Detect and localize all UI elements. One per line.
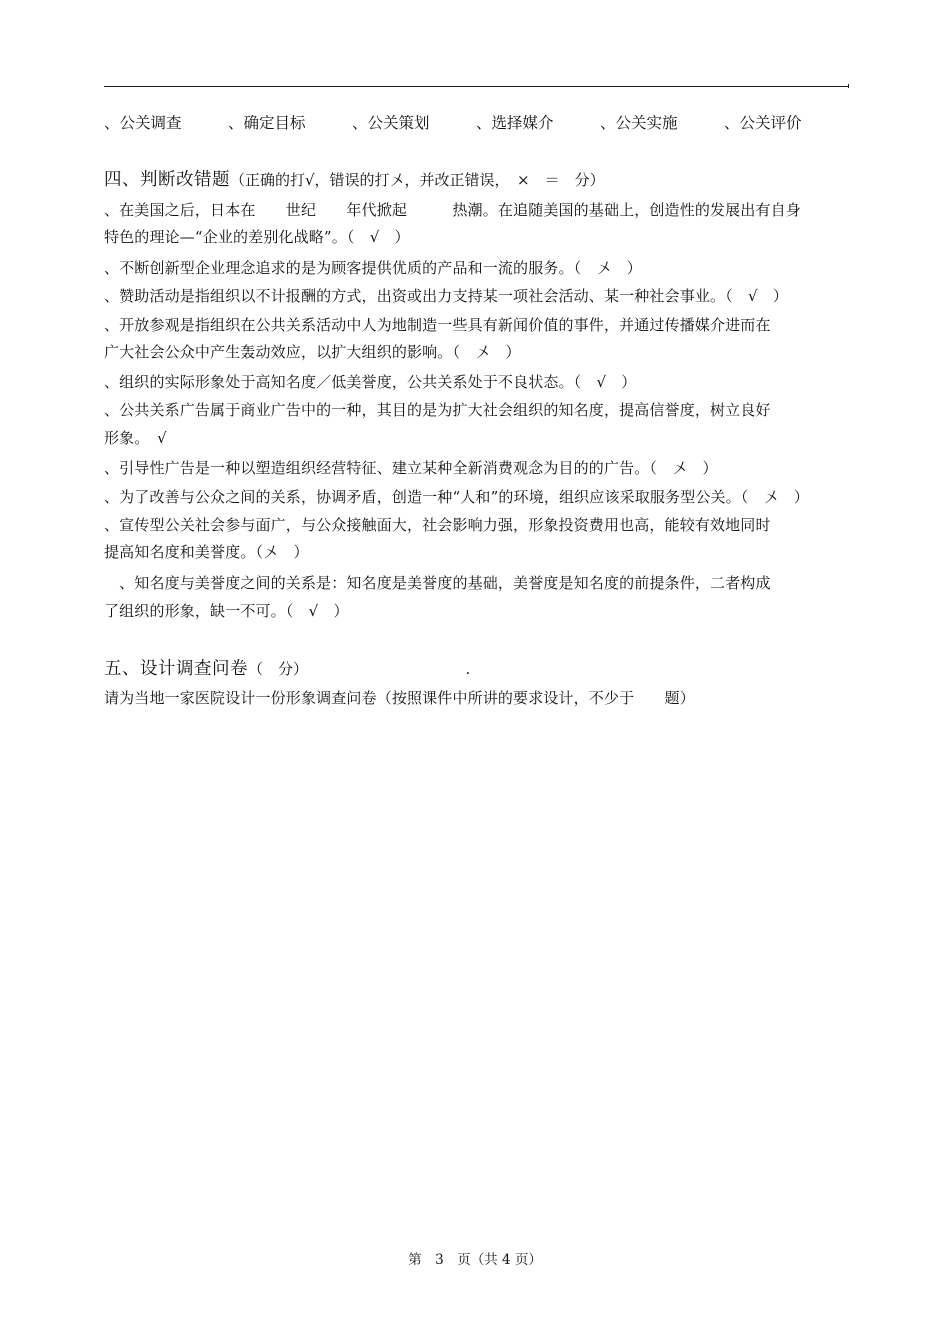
section4-heading: [104, 166, 605, 191]
question-line: 形象。 √: [104, 429, 167, 447]
pr-process-steps: 、公关调查 、确定目标 、公关策划 、选择媒介 、公关实施 、公关评价: [104, 114, 802, 132]
header-rule: [104, 86, 849, 87]
header-rule-end-mark: [848, 84, 849, 88]
section5-heading: [104, 655, 470, 680]
question-line: 、知名度与美誉度之间的关系是：知名度是美誉度的基础，美誉度是知名度的前提条件，二者构成: [104, 574, 771, 592]
question-line: 、不断创新型企业理念追求的是为顾客提供优质的产品和一流的服务。（ 〤 ）: [104, 259, 642, 277]
question-line: 广大社会公众中产生轰动效应，以扩大组织的影响。（ 〤 ）: [104, 343, 521, 361]
question-line: 、为了改善与公众之间的关系，协调矛盾，创造一种“人和”的环境，组织应该采取服务型公关。（ 〤 ）: [104, 488, 810, 506]
question-line: 、组织的实际形象处于高知名度／低美誉度，公共关系处于不良状态。（ √ ）: [104, 373, 637, 391]
page-footer: 第 3 页（共 4 页）: [408, 1252, 542, 1268]
question-line: 、宣传型公关社会参与面广，与公众接触面大，社会影响力强，形象投资费用也高，能较有效地同时: [104, 516, 771, 534]
section5-note: （ 分） .: [248, 660, 471, 678]
section4-note: （正确的打√，错误的打〤，并改正错误， × ＝ 分）: [230, 171, 605, 189]
question-line: 、在美国之后，日本在 世纪 年代掀起 热潮。在追随美国的基础上，创造性的发展出有自身: [104, 201, 801, 219]
section5-title: 五、设计调查问卷: [104, 659, 248, 679]
question-line: 、引导性广告是一种以塑造组织经营特征、建立某种全新消费观念为目的的广告。（ 〤 ）: [104, 459, 718, 477]
question-line: 特色的理论—“企业的差别化战略”。（ √ ）: [104, 228, 410, 246]
questionnaire-instruction: 请为当地一家医院设计一份形象调查问卷（按照课件中所讲的要求设计，不少于 题）: [104, 689, 695, 707]
question-line: 提高知名度和美誉度。（〤 ）: [104, 543, 309, 561]
question-line: 、赞助活动是指组织以不计报酬的方式，出资或出力支持某一项社会活动、某一种社会事业。（ √ ）: [104, 287, 788, 305]
question-line: 了组织的形象，缺一不可。（ √ ）: [104, 602, 349, 620]
section4-title: 四、判断改错题: [104, 170, 230, 190]
question-line: 、公共关系广告属于商业广告中的一种，其目的是为扩大社会组织的知名度，提高信誉度，树立良好: [104, 401, 771, 419]
question-line: 、开放参观是指组织在公共关系活动中人为地制造一些具有新闻价值的事件，并通过传播媒介进而在: [104, 316, 771, 334]
